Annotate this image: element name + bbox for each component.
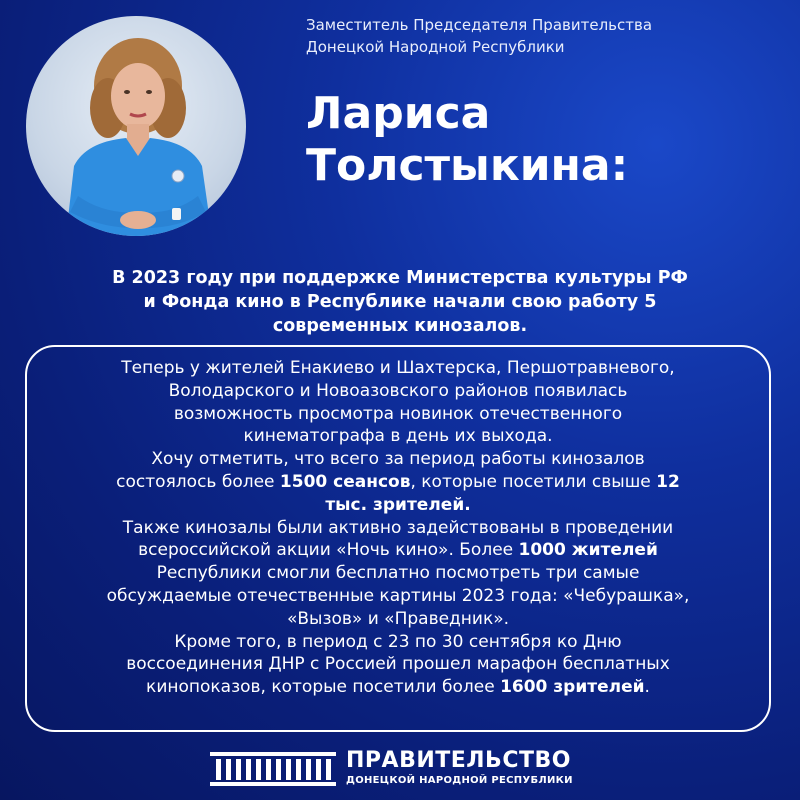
quote-fragment: кинопоказов, которые посетили более bbox=[146, 677, 501, 698]
quote-line bbox=[27, 676, 769, 699]
name-first: Лариса bbox=[306, 88, 491, 139]
quote-line: возможность просмотра новинок отечественного bbox=[173, 403, 623, 424]
lead-line: современных кинозалов. bbox=[272, 316, 528, 336]
person-name bbox=[306, 88, 776, 192]
quote-line: Хочу отметить, что всего за период работы кинозалов bbox=[151, 449, 645, 470]
sessions-count: 1500 сеансов bbox=[279, 471, 411, 492]
quote-fragment: состоялось более bbox=[116, 471, 280, 492]
quote-card bbox=[25, 345, 771, 732]
footer-subtitle: ДОНЕЦКОЙ НАРОДНОЙ РЕСПУБЛИКИ bbox=[346, 775, 573, 786]
viewers-count: 12 bbox=[656, 471, 680, 492]
quote-line bbox=[27, 471, 769, 494]
name-last: Толстыкина: bbox=[306, 140, 629, 191]
footer-title: ПРАВИТЕЛЬСТВО bbox=[346, 748, 571, 773]
quote-line: воссоединения ДНР с Россией прошел марафон бесплатных bbox=[126, 654, 670, 675]
quote-line bbox=[27, 494, 769, 517]
quote-fragment: всероссийской акции «Ночь кино». Более bbox=[138, 540, 519, 561]
position-subtitle bbox=[306, 14, 776, 58]
subtitle-line: Донецкой Народной Республики bbox=[306, 38, 565, 56]
footer-logo bbox=[210, 748, 630, 790]
quote-line: Кроме того, в период с 23 по 30 сентября ко Дню bbox=[174, 631, 622, 652]
quote-fragment: , которые посетили свыше bbox=[410, 471, 657, 492]
quote-fragment: . bbox=[644, 677, 650, 698]
residents-count: 1000 жителей bbox=[518, 540, 658, 561]
quote-line: обсуждаемые отечественные картины 2023 года: «Чебурашка», bbox=[106, 585, 690, 606]
quote-line: «Вызов» и «Праведник». bbox=[286, 608, 510, 629]
subtitle-line: Заместитель Председателя Правительства bbox=[306, 16, 653, 34]
government-building-icon bbox=[210, 752, 336, 786]
quote-line bbox=[27, 539, 769, 562]
quote-text bbox=[27, 357, 769, 699]
quote-line: Также кинозалы были активно задействованы в проведении bbox=[122, 517, 674, 538]
person-portrait-icon bbox=[26, 16, 246, 236]
quote-line: кинематографа в день их выхода. bbox=[243, 426, 553, 447]
marathon-viewers-count: 1600 зрителей bbox=[500, 677, 645, 698]
quote-line: Республики смогли бесплатно посмотреть три самые bbox=[156, 563, 640, 584]
lead-line: и Фонда кино в Республике начали свою работу 5 bbox=[143, 292, 657, 312]
viewers-count-unit: тыс. зрителей. bbox=[325, 494, 471, 515]
quote-line: Теперь у жителей Енакиево и Шахтерска, Першотравневого, bbox=[121, 358, 675, 378]
lead-line: В 2023 году при поддержке Министерства культуры РФ bbox=[112, 268, 688, 288]
lead-paragraph bbox=[40, 266, 760, 338]
quote-line: Володарского и Новоазовского районов появилась bbox=[168, 380, 628, 401]
portrait-photo bbox=[26, 16, 246, 236]
